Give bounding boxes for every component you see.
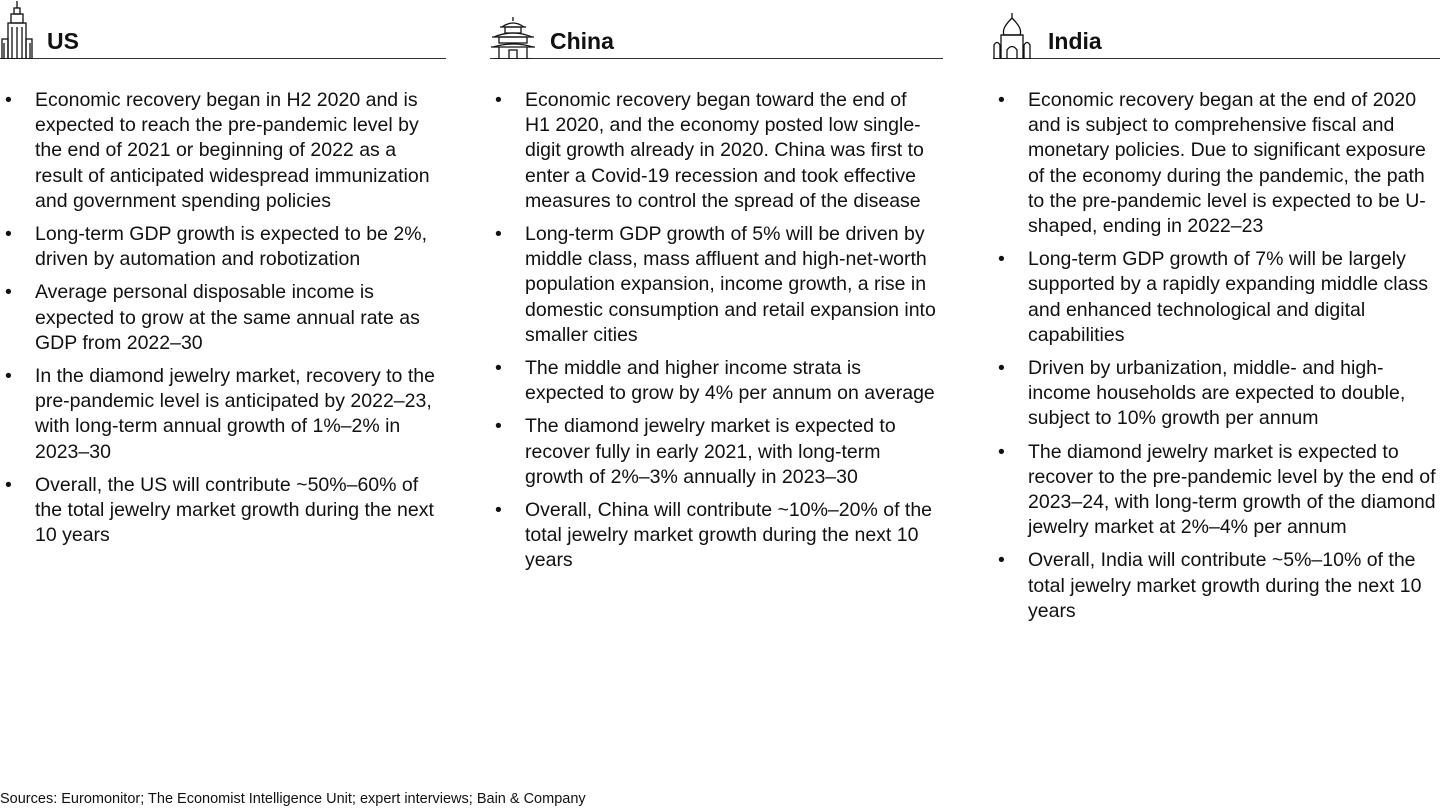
- column-title-china: China: [550, 28, 614, 54]
- list-item: • Long-term GDP growth of 5% will be driven by middle class, mass affluent and high-net-worth population expansion, income growth, a rise in domestic consumption and retail expansion into smaller cities: [490, 222, 936, 348]
- list-item: • The middle and higher income strata is expected to grow by 4% per annum on average: [490, 356, 936, 406]
- bullet-list-china: [490, 88, 936, 582]
- column-us: [0, 0, 446, 780]
- bullet-list-india: [993, 88, 1440, 632]
- skyscraper-icon: [0, 1, 34, 59]
- column-title-india: India: [1048, 28, 1102, 54]
- list-item: • In the diamond jewelry market, recovery to the pre-pandemic level is anticipated by 2022–23, with long-term annual growth of 1%–2% in 2023–30: [0, 364, 446, 465]
- column-header-india: [993, 0, 1440, 59]
- list-item: • Overall, the US will contribute ~50%–60% of the total jewelry market growth during the next 10 years: [0, 473, 446, 549]
- list-item: • Average personal disposable income is expected to grow at the same annual rate as GDP from 2022–30: [0, 280, 446, 356]
- list-item: • Long-term GDP growth of 7% will be largely supported by a rapidly expanding middle class and enhanced technological and digital capabilities: [993, 247, 1440, 348]
- list-item: • Economic recovery began in H2 2020 and is expected to reach the pre-pandemic level by the end of 2021 or beginning of 2022 as a result of anticipated widespread immunization and government spending policies: [0, 88, 446, 214]
- column-header-china: [490, 0, 943, 59]
- list-item: • The diamond jewelry market is expected to recover fully in early 2021, with long-term growth of 2%–3% annually in 2023–30: [490, 414, 936, 490]
- column-china: [490, 0, 943, 780]
- list-item: • Economic recovery began at the end of 2020 and is subject to comprehensive fiscal and monetary policies. Due to significant exposure of the economy during the pandemic, the path to the pre-pandemic level is expected to be U-shaped, ending in 2022–23: [993, 88, 1440, 239]
- list-item: • The diamond jewelry market is expected to recover to the pre-pandemic level by the end of 2023–24, with long-term growth of the diamond jewelry market at 2%–4% per annum: [993, 440, 1440, 541]
- column-header-us: [0, 0, 446, 59]
- list-item: • Driven by urbanization, middle- and high-income households are expected to double, subject to 10% growth per annum: [993, 356, 1440, 432]
- sources-footnote: Sources: Euromonitor; The Economist Intelligence Unit; expert interviews; Bain & Company: [0, 791, 586, 807]
- domed-palace-icon: [993, 13, 1031, 59]
- list-item: • Overall, India will contribute ~5%–10% of the total jewelry market growth during the next 10 years: [993, 548, 1440, 624]
- temple-icon: [490, 17, 536, 59]
- list-item: • Economic recovery began toward the end of H1 2020, and the economy posted low single-digit growth already in 2020. China was first to enter a Covid-19 recession and took effective measures to control the spread of the disease: [490, 88, 936, 214]
- list-item: • Long-term GDP growth is expected to be 2%, driven by automation and robotization: [0, 222, 446, 272]
- bullet-list-us: [0, 88, 446, 556]
- list-item: • Overall, China will contribute ~10%–20% of the total jewelry market growth during the next 10 years: [490, 498, 936, 574]
- column-india: [993, 0, 1440, 780]
- column-title-us: US: [47, 28, 79, 54]
